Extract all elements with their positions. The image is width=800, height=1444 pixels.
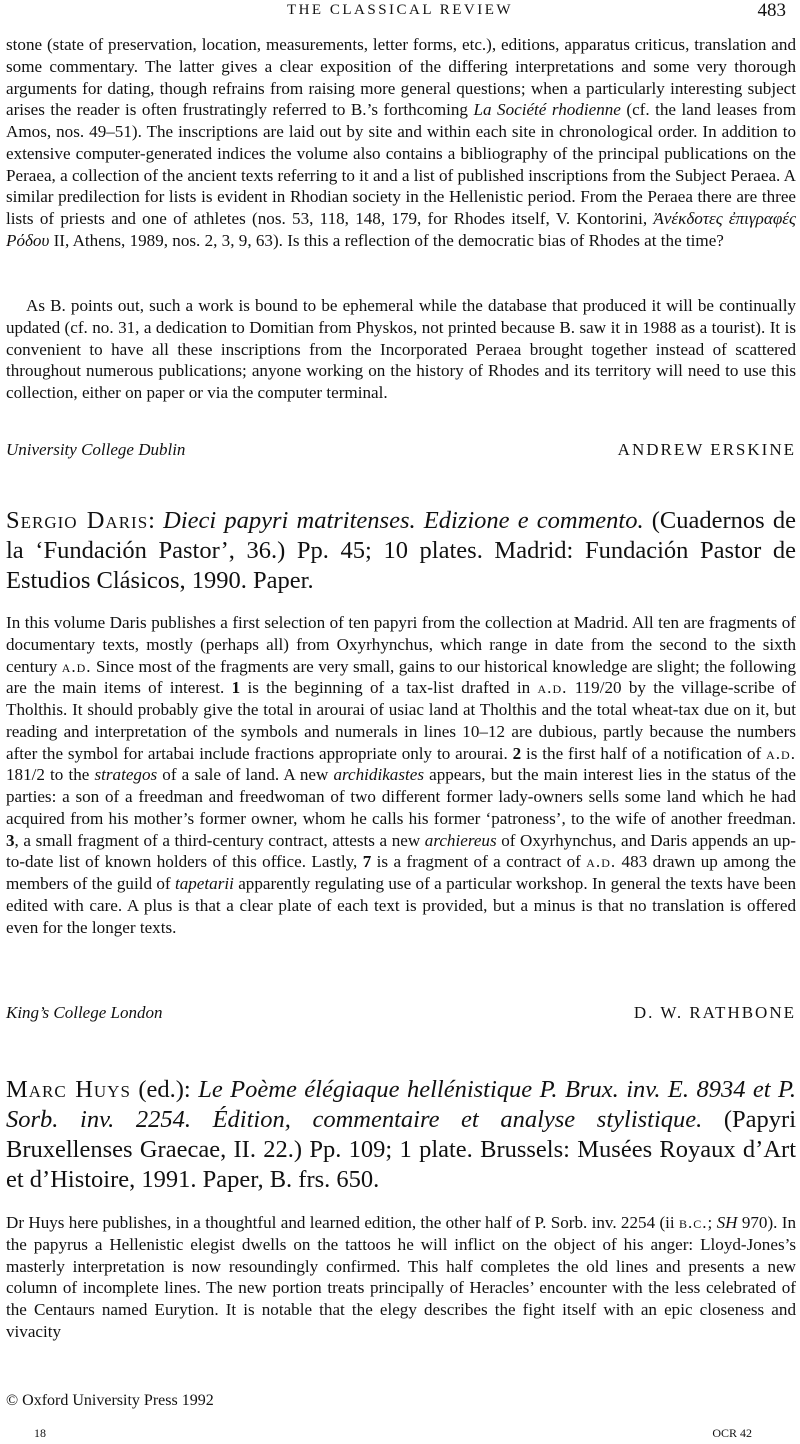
book-title: Le Poème élégiaque hellénistique P. Brux. inv. E. 8934 et P. Sorb. inv. 2254. Édition, commentaire et analyse stylistique. [6, 1076, 796, 1133]
book-author: Sergio Daris [6, 507, 149, 534]
book-title: Dieci papyri matritenses. Edizione e commento. [163, 507, 644, 534]
copyright-notice: © Oxford University Press 1992 [6, 1392, 214, 1409]
review3-body: Dr Huys here publishes, in a thoughtful and learned edition, the other half of P. Sorb. inv. 2254 (ii b.c.; SH 970). In the papyrus a Hellenistic elegist dwells on the tattoos he will inflict on the object of his anger: Lloyd-Jones’s masterly interpretation is now resoundingly confirmed. This half completes the old lines and presents a new column of incomplete lines. The new portion treats principally of Heracles’ encounter with the less celebrated of the Centaurs named Eurytion. It is notable that the elegy describes the fight itself with an epic closeness and vivacity [6, 1213, 796, 1341]
footer-number: 18 [34, 1426, 46, 1440]
book-details: (Cuadernos de la ‘Fundación Pastor’, 36.) Pp. 45; 10 plates. Madrid: Fundación Pastor de Estudios Clásicos, 1990. Paper. [6, 507, 797, 594]
review2-signature [6, 1003, 796, 1025]
review2-heading: Sergio Daris: Dieci papyri matritenses. Edizione e commento. (Cuadernos de la ‘Fundación Pastor’, 36.) Pp. 45; 10 plates. Madrid: Fundación Pastor de Estudios Clásicos, 1990. Paper. [6, 507, 797, 594]
review1-paragraph-1: stone (state of preservation, location, measurements, letter forms, etc.), editions, apparatus criticus, translation and some commentary. The latter gives a clear exposition of the differing interpretations and some very thorough arguments for dating, though refrains from raising more general questions; when a particularly interesting subject arises the reader is often frustratingly referred to B.’s forthcoming La Société rhodienne (cf. the land leases from Amos, nos. 49–51). The inscriptions are laid out by site and within each site in chronological order. In addition to extensive computer-generated indices the volume also contains a bibliography of the principal publications on the Peraea, a collection of the ancient texts referring to it and a list of published inscriptions from the Subject Peraea. A similar predilection for lists is evident in Rhodian society in the Hellenistic period. From the Peraea there are three lists of priests and one of athletes (nos. 53, 118, 148, 179, for Rhodes itself, V. Kontorini, Ἀνέκδοτες ἐπιγραφές Ρόδου II, Athens, 1989, nos. 2, 3, 9, 63). Is this a reflection of the democratic bias of Rhodes at the time? [6, 35, 796, 250]
reviewer-name: ANDREW ERSKINE [617, 440, 796, 459]
footer-code: OCR 42 [712, 1426, 752, 1440]
reviewer-affiliation: University College Dublin [6, 440, 186, 459]
journal-title: THE CLASSICAL REVIEW [286, 2, 514, 18]
page-number: 483 [757, 0, 786, 21]
book-author: Marc Huys [6, 1076, 131, 1103]
review1-signature [6, 440, 796, 462]
review3-heading: Marc Huys (ed.): Le Poème élégiaque hellénistique P. Brux. inv. E. 8934 et P. Sorb. inv. 2254. Édition, commentaire et analyse stylistique. (Papyri Bruxellenses Graecae, II. 22.) Pp. 109; 1 plate. Brussels: Musées Royaux d’Art et d’Histoire, 1991. Paper, B. frs. 650. [6, 1076, 797, 1193]
book-details: (Papyri Bruxellenses Graecae, II. 22.) Pp. 109; 1 plate. Brussels: Musées Royaux d’Art et d’Histoire, 1991. Paper, B. frs. 650. [6, 1106, 797, 1193]
review1-paragraph-2: As B. points out, such a work is bound to be ephemeral while the database that produced it will be continually updated (cf. no. 31, a dedication to Domitian from Physkos, not printed because B. saw it in 1988 as a tourist). It is convenient to have all these inscriptions from the Incorporated Peraea brought together instead of scattered throughout numerous publications; anyone working on the history of Rhodes and its territory will need to use this collection, either on paper or via the computer terminal. [6, 296, 796, 402]
review2-body: In this volume Daris publishes a first selection of ten papyri from the collection at Madrid. All ten are fragments of documentary texts, mostly (perhaps all) from Oxyrhynchus, which range in date from the second to the sixth century a.d. Since most of the fragments are very small, gains to our historical knowledge are slight; the following are the main items of interest. 1 is the beginning of a tax-list drafted in a.d. 119/20 by the village-scribe of Tholthis. It should probably give the total in arourai of usiac land at Tholthis and the total wheat-tax due on it, but reading and interpretation of the symbols and numerals in lines 10–12 are dubious, partly because the numbers after the symbol for artabai include fractions appropriate only to arourai. 2 is the first half of a notification of a.d. 181/2 to the strategos of a sale of land. A new archidikastes appears, but the main interest lies in the status of the parties: a son of a freedman and freedwoman of two different former lady-owners sells some land which he had acquired from his mother’s former owner, whom he calls his former ‘patroness’, to the wife of another freedman. 3, a small fragment of a third-century contract, attests a new archiereus of Oxyrhynchus, and Daris appends an up-to-date list of known holders of this office. Lastly, 7 is a fragment of a contract of a.d. 483 drawn up among the members of the guild of tapetarii apparently regulating use of a particular workshop. In general the texts have been edited with care. A plus is that a clear plate of each text is provided, but a minus is that no translation is offered even for the longer texts. [6, 613, 797, 937]
reviewer-affiliation: King’s College London [6, 1003, 163, 1022]
running-head [0, 0, 800, 26]
reviewer-name: D. W. RATHBONE [633, 1003, 796, 1022]
